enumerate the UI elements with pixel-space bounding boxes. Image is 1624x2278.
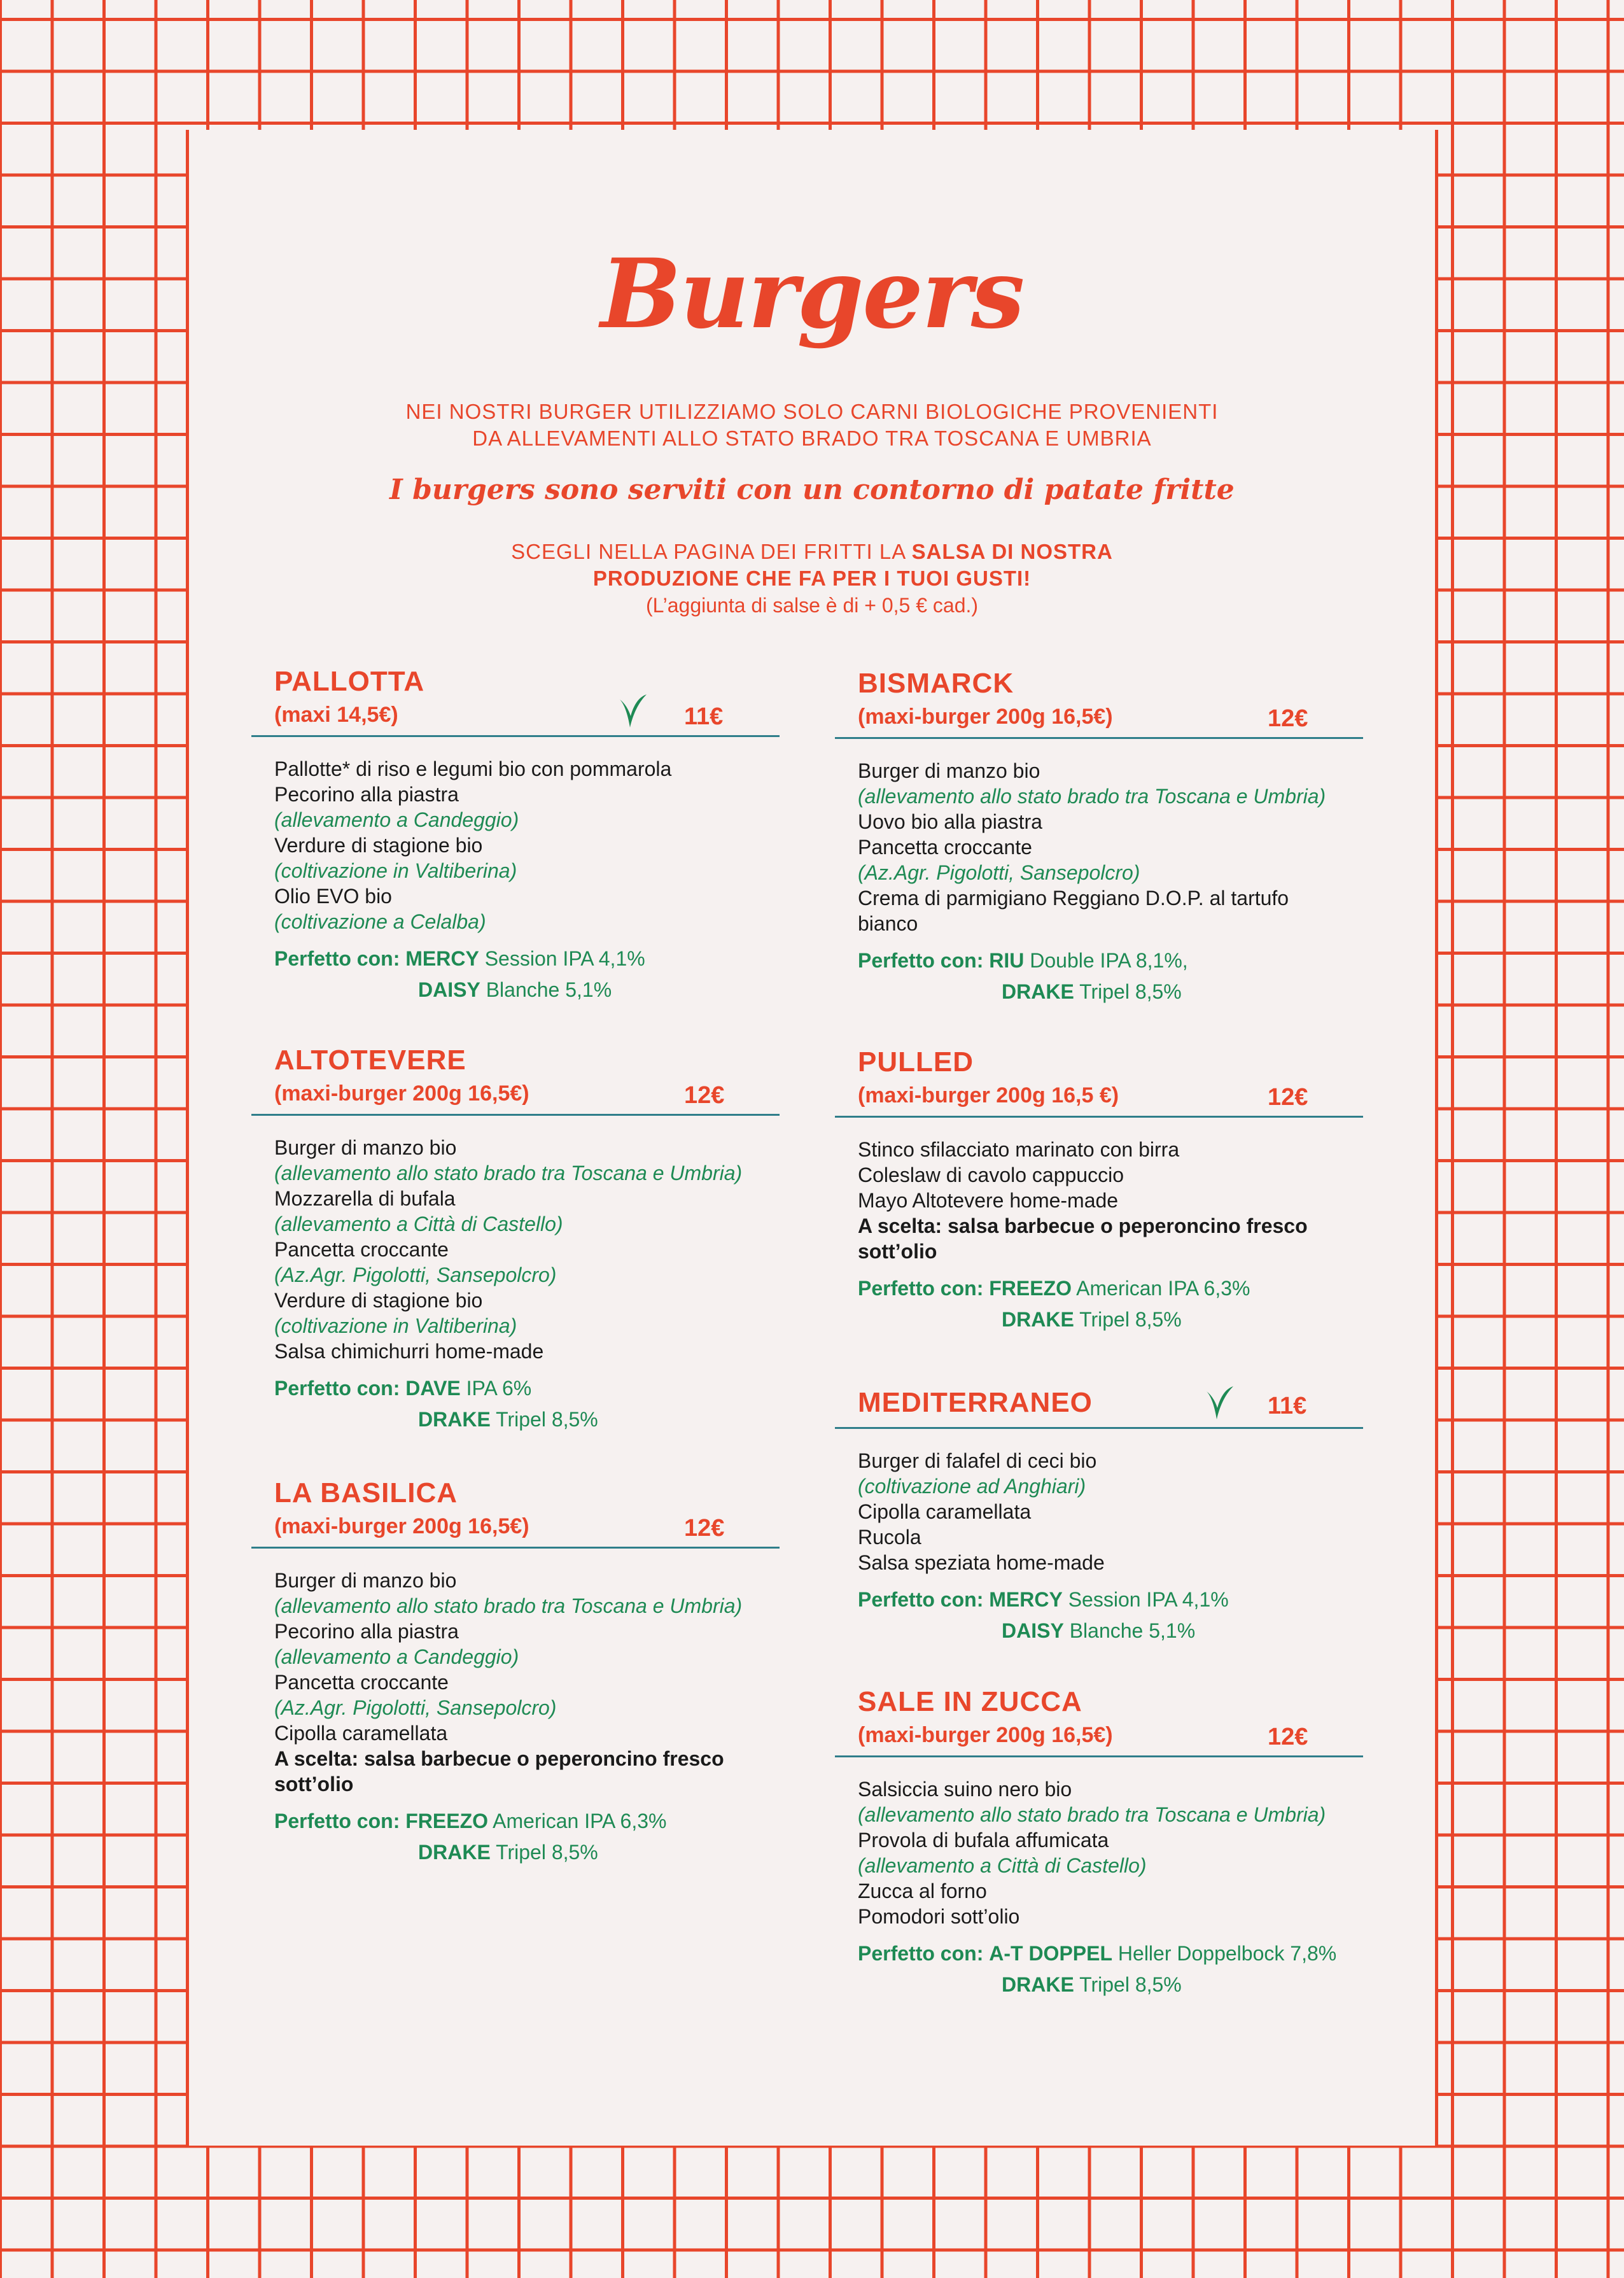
beer-name: DAISY bbox=[1002, 1619, 1064, 1642]
menu-item bbox=[835, 1685, 1363, 2000]
origin-note: (coltivazione a Celalba) bbox=[274, 910, 486, 933]
beer-style: IPA 6% bbox=[466, 1377, 532, 1400]
pairing-row bbox=[274, 1806, 780, 1837]
origin-note: (allevamento a Candeggio) bbox=[274, 1645, 519, 1668]
ingredient-line: Cipolla caramellata bbox=[274, 1722, 448, 1745]
item-price: 12€ bbox=[1268, 1724, 1308, 1750]
item-divider bbox=[835, 737, 1363, 739]
item-divider bbox=[835, 1116, 1363, 1118]
beer-name: A-T DOPPEL bbox=[989, 1942, 1113, 1965]
menu-item bbox=[835, 1386, 1363, 1647]
item-maxi-price: (maxi 14,5€) bbox=[274, 703, 398, 727]
menu-item bbox=[835, 667, 1363, 1008]
pairing-row bbox=[858, 976, 1363, 1008]
pairing-row bbox=[274, 974, 780, 1006]
ingredient-line: sott’olio bbox=[274, 1773, 354, 1796]
item-maxi-price: (maxi-burger 200g 16,5€) bbox=[274, 1081, 529, 1106]
beer-pairing bbox=[274, 1806, 780, 1868]
ingredient-line: Burger di manzo bio bbox=[274, 1569, 457, 1592]
sauce-line bbox=[189, 565, 1435, 592]
item-divider bbox=[251, 735, 780, 737]
item-name: MEDITERRANEO bbox=[858, 1387, 1093, 1418]
ingredient-line: Mayo Altotevere home-made bbox=[858, 1189, 1119, 1212]
item-price: 11€ bbox=[684, 703, 724, 730]
pairing-row bbox=[858, 1938, 1363, 1969]
intro-line: DA ALLEVAMENTI ALLO STATO BRADO TRA TOSCANA E UMBRIA bbox=[472, 426, 1152, 450]
beer-pairing bbox=[274, 1373, 780, 1435]
pairing-row bbox=[274, 943, 780, 974]
pairing-row bbox=[858, 1304, 1363, 1335]
pairing-label: Perfetto con: bbox=[274, 1810, 400, 1832]
item-description bbox=[274, 1135, 780, 1364]
pairing-label: Perfetto con: bbox=[858, 1942, 984, 1965]
ingredient-line: Pancetta croccante bbox=[858, 836, 1032, 859]
item-description bbox=[858, 1776, 1363, 1929]
item-divider bbox=[251, 1547, 780, 1549]
ingredient-line: Verdure di stagione bio bbox=[274, 1289, 483, 1312]
ingredient-line: Pomodori sott’olio bbox=[858, 1905, 1020, 1928]
item-price: 11€ bbox=[1268, 1393, 1307, 1419]
leaf-icon bbox=[617, 691, 649, 730]
pairing-label: Perfetto con: bbox=[858, 1277, 984, 1300]
beer-name: DRAKE bbox=[418, 1408, 491, 1431]
sauce-text: SCEGLI NELLA PAGINA DEI FRITTI LA bbox=[511, 540, 906, 563]
beer-style: American IPA 6,3% bbox=[1076, 1277, 1250, 1300]
item-name: ALTOTEVERE bbox=[274, 1044, 466, 1076]
item-maxi-price: (maxi-burger 200g 16,5€) bbox=[858, 705, 1113, 729]
ingredient-line: bianco bbox=[858, 912, 918, 935]
ingredient-line: Verdure di stagione bio bbox=[274, 834, 483, 857]
sauce-bold: SALSA DI NOSTRA bbox=[911, 540, 1113, 563]
ingredient-line: Pallotte* di riso e legumi bio con pommarola bbox=[274, 757, 672, 780]
origin-note: (Az.Agr. Pigolotti, Sansepolcro) bbox=[274, 1263, 557, 1286]
menu-item bbox=[251, 665, 780, 1006]
beer-style: Double IPA 8,1%, bbox=[1030, 949, 1188, 972]
ingredient-line: Crema di parmigiano Reggiano D.O.P. al tartufo bbox=[858, 887, 1289, 910]
item-divider bbox=[251, 1114, 780, 1116]
item-description bbox=[858, 1448, 1363, 1575]
ingredient-line: Salsiccia suino nero bio bbox=[858, 1778, 1072, 1801]
item-description bbox=[274, 756, 780, 934]
beer-name: RIU bbox=[989, 949, 1025, 972]
menu-item bbox=[251, 1477, 780, 1868]
beer-style: American IPA 6,3% bbox=[493, 1810, 667, 1832]
beer-style: Blanche 5,1% bbox=[1069, 1619, 1196, 1642]
pairing-label: Perfetto con: bbox=[858, 949, 984, 972]
sauce-price-note: (L’aggiunta di salse è di + 0,5 € cad.) bbox=[645, 594, 979, 617]
ingredient-line: Cipolla caramellata bbox=[858, 1500, 1032, 1523]
pairing-label: Perfetto con: bbox=[274, 947, 400, 970]
beer-style: Tripel 8,5% bbox=[1079, 1308, 1182, 1331]
pairing-label: Perfetto con: bbox=[858, 1588, 984, 1611]
leaf-icon bbox=[1204, 1382, 1236, 1422]
ingredient-line: Pancetta croccante bbox=[274, 1238, 449, 1261]
item-price: 12€ bbox=[684, 1515, 725, 1542]
ingredient-line: Burger di manzo bio bbox=[858, 759, 1040, 782]
item-price: 12€ bbox=[1268, 1084, 1308, 1111]
beer-name: DRAKE bbox=[1002, 980, 1074, 1003]
beer-name: MERCY bbox=[405, 947, 479, 970]
beer-style: Heller Doppelbock 7,8% bbox=[1117, 1942, 1337, 1965]
beer-name: DRAKE bbox=[1002, 1973, 1074, 1996]
beer-style: Tripel 8,5% bbox=[496, 1841, 598, 1864]
beer-name: MERCY bbox=[989, 1588, 1063, 1611]
ingredient-line: Pecorino alla piastra bbox=[274, 783, 459, 806]
pairing-row bbox=[858, 1969, 1363, 2000]
ingredient-line: Salsa chimichurri home-made bbox=[274, 1340, 544, 1363]
item-name: SALE IN ZUCCA bbox=[858, 1686, 1082, 1717]
ingredient-line: Mozzarella di bufala bbox=[274, 1187, 456, 1210]
ingredient-line: Zucca al forno bbox=[858, 1880, 987, 1902]
beer-name: DRAKE bbox=[418, 1841, 491, 1864]
origin-note: (allevamento a Città di Castello) bbox=[274, 1213, 563, 1235]
item-name: LA BASILICA bbox=[274, 1477, 458, 1508]
item-name: PULLED bbox=[858, 1046, 974, 1078]
pairing-row bbox=[858, 1615, 1363, 1647]
ingredient-line: A scelta: salsa barbecue o peperoncino fresco bbox=[858, 1214, 1308, 1237]
beer-name: FREEZO bbox=[989, 1277, 1072, 1300]
beer-name: DRAKE bbox=[1002, 1308, 1074, 1331]
menu-item bbox=[835, 1046, 1363, 1335]
side-dish-note: I burgers sono serviti con un contorno di patate fritte bbox=[389, 474, 1235, 506]
item-name: BISMARCK bbox=[858, 668, 1014, 699]
ingredient-line: Pancetta croccante bbox=[274, 1671, 449, 1694]
origin-note: (allevamento allo stato brado tra Toscana e Umbria) bbox=[274, 1594, 743, 1617]
beer-name: DAISY bbox=[418, 978, 480, 1001]
ingredient-line: Stinco sfilacciato marinato con birra bbox=[858, 1138, 1180, 1161]
sauce-bold: PRODUZIONE CHE FA PER I TUOI GUSTI! bbox=[592, 566, 1032, 590]
beer-style: Blanche 5,1% bbox=[486, 978, 612, 1001]
beer-style: Tripel 8,5% bbox=[496, 1408, 598, 1431]
ingredient-line: A scelta: salsa barbecue o peperoncino fresco bbox=[274, 1747, 724, 1770]
item-divider bbox=[835, 1755, 1363, 1757]
origin-note: (allevamento allo stato brado tra Toscana e Umbria) bbox=[858, 785, 1326, 808]
beer-style: Session IPA 4,1% bbox=[484, 947, 645, 970]
ingredient-line: Pecorino alla piastra bbox=[274, 1620, 459, 1643]
pairing-row bbox=[274, 1373, 780, 1404]
ingredient-line: Provola di bufala affumicata bbox=[858, 1829, 1109, 1852]
pairing-row bbox=[858, 1273, 1363, 1304]
origin-note: (Az.Agr. Pigolotti, Sansepolcro) bbox=[274, 1696, 557, 1719]
ingredient-line: Rucola bbox=[858, 1526, 921, 1549]
beer-style: Tripel 8,5% bbox=[1079, 1973, 1182, 1996]
pairing-label: Perfetto con: bbox=[274, 1377, 400, 1400]
item-divider bbox=[835, 1427, 1363, 1429]
ingredient-line: Coleslaw di cavolo cappuccio bbox=[858, 1164, 1124, 1186]
origin-note: (allevamento allo stato brado tra Toscana e Umbria) bbox=[274, 1162, 743, 1185]
sauce-line bbox=[189, 538, 1435, 565]
origin-note: (allevamento allo stato brado tra Toscana e Umbria) bbox=[858, 1803, 1326, 1826]
beer-name: FREEZO bbox=[405, 1810, 489, 1832]
item-description bbox=[274, 1568, 780, 1797]
item-description bbox=[858, 1137, 1363, 1264]
origin-note: (coltivazione in Valtiberina) bbox=[274, 859, 517, 882]
origin-note: (coltivazione ad Anghiari) bbox=[858, 1475, 1086, 1498]
origin-note: (coltivazione in Valtiberina) bbox=[274, 1314, 517, 1337]
sauce-note bbox=[189, 538, 1435, 619]
origin-note: (allevamento a Città di Castello) bbox=[858, 1854, 1147, 1877]
beer-pairing bbox=[858, 1273, 1363, 1335]
beer-pairing bbox=[858, 1584, 1363, 1647]
item-price: 12€ bbox=[1268, 705, 1308, 732]
ingredient-line: sott’olio bbox=[858, 1240, 937, 1263]
menu-item bbox=[251, 1044, 780, 1435]
beer-pairing bbox=[274, 943, 780, 1006]
ingredient-line: Burger di manzo bio bbox=[274, 1136, 457, 1159]
item-maxi-price: (maxi-burger 200g 16,5€) bbox=[858, 1723, 1113, 1747]
pairing-row bbox=[858, 1584, 1363, 1615]
pairing-row bbox=[274, 1404, 780, 1435]
item-maxi-price: (maxi-burger 200g 16,5€) bbox=[274, 1514, 529, 1538]
ingredient-line: Burger di falafel di ceci bio bbox=[858, 1449, 1097, 1472]
beer-name: DAVE bbox=[405, 1377, 461, 1400]
item-maxi-price: (maxi-burger 200g 16,5 €) bbox=[858, 1083, 1119, 1107]
beer-style: Tripel 8,5% bbox=[1079, 980, 1182, 1003]
pairing-row bbox=[274, 1837, 780, 1868]
beer-pairing bbox=[858, 1938, 1363, 2000]
origin-note: (allevamento a Candeggio) bbox=[274, 808, 519, 831]
item-description bbox=[858, 758, 1363, 936]
ingredient-line: Olio EVO bio bbox=[274, 885, 392, 908]
beer-pairing bbox=[858, 945, 1363, 1008]
page-title: Burgers bbox=[600, 238, 1024, 350]
item-price: 12€ bbox=[684, 1082, 725, 1109]
pairing-row bbox=[858, 945, 1363, 976]
ingredient-line: Salsa speziata home-made bbox=[858, 1551, 1105, 1574]
origin-note: (Az.Agr. Pigolotti, Sansepolcro) bbox=[858, 861, 1140, 884]
intro-text bbox=[189, 398, 1435, 452]
intro-line: NEI NOSTRI BURGER UTILIZZIAMO SOLO CARNI BIOLOGICHE PROVENIENTI bbox=[405, 400, 1219, 423]
beer-style: Session IPA 4,1% bbox=[1068, 1588, 1229, 1611]
item-name: PALLOTTA bbox=[274, 666, 425, 697]
ingredient-line: Uovo bio alla piastra bbox=[858, 810, 1042, 833]
